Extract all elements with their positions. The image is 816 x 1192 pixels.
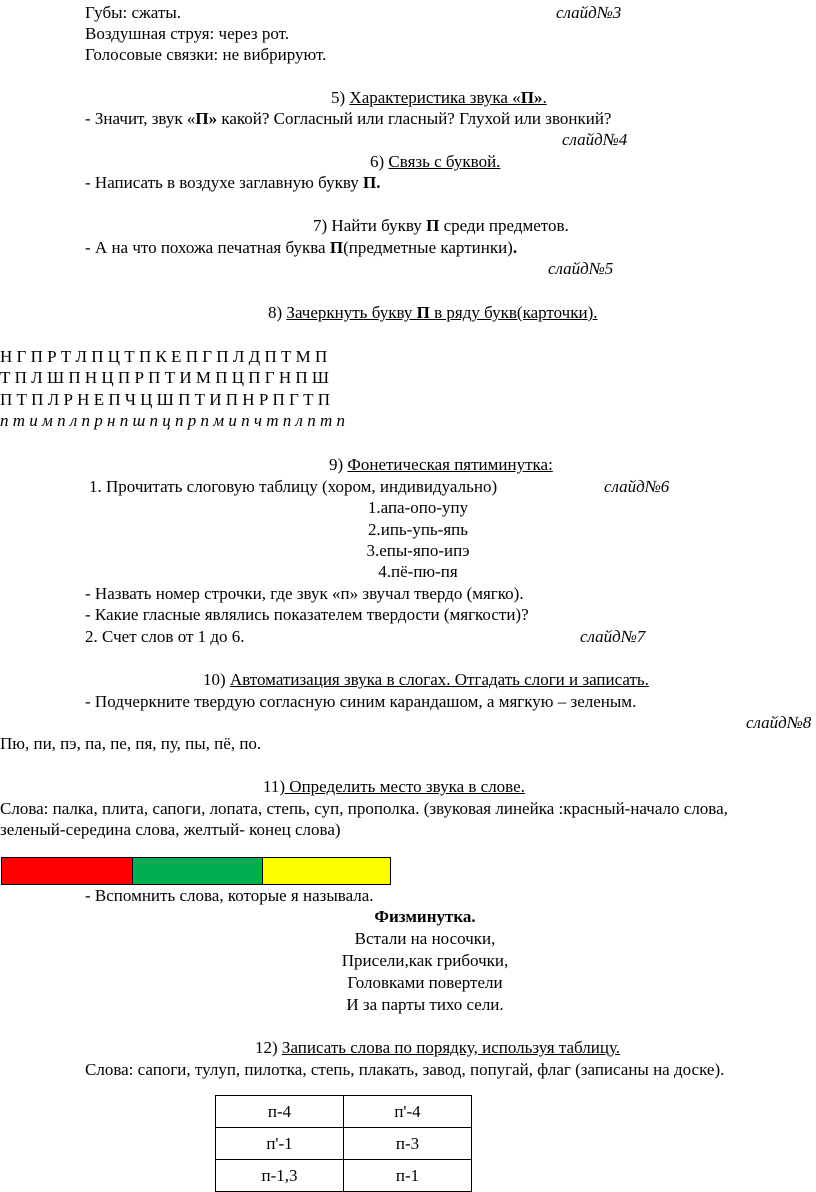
section-8-heading <box>268 303 598 323</box>
section-number: 8) <box>268 303 287 322</box>
title-part: Зачеркнуть букву <box>286 303 417 322</box>
syllable-row-1: 1.апа-опо-упу <box>367 498 469 517</box>
text-part: 7) Найти букву <box>313 216 427 235</box>
table-cell: п-3 <box>344 1128 472 1160</box>
lips-line: Губы: сжаты. <box>85 3 181 22</box>
slide-label-4: слайд№4 <box>562 130 628 149</box>
section-number: 9) <box>329 455 348 474</box>
section-title: ) Определить место звука в слове. <box>279 777 525 796</box>
recall-line: - Вспомнить слова, которые я называла. <box>85 886 374 905</box>
letter-row-3: П Т П Л Р Н Е П Ч Ц Ш П Т И П Н Р П Г Т П <box>0 390 331 409</box>
sound-ruler-yellow <box>262 857 391 885</box>
table-cell: п'-1 <box>216 1128 344 1160</box>
title-part: Характеристика звука « <box>349 88 521 107</box>
section-9-item-1: 1. Прочитать слоговую таблицу (хором, индивидуально) <box>89 477 498 496</box>
title-part: . <box>542 88 547 107</box>
section-number: 10) <box>203 670 230 689</box>
table-cell: п-1,3 <box>216 1160 344 1192</box>
section-5-question <box>85 109 611 129</box>
syllable-list: Пю, пи, пэ, па, пе, пя, пу, пы, пё, по. <box>0 734 262 753</box>
section-9-item-2: 2. Счет слов от 1 до 6. <box>85 627 245 646</box>
section-10-heading <box>203 670 649 690</box>
poem-line-4: И за парты тихо сели. <box>346 995 504 1014</box>
table-cell: п-1 <box>344 1160 472 1192</box>
voice-line: Голосовые связки: не вибрируют. <box>85 45 327 64</box>
sound-ruler-green <box>132 857 263 885</box>
section-6-line <box>85 173 381 193</box>
text-part: - А на что похожа печатная буква <box>85 238 330 257</box>
fizminutka-title: Физминутка. <box>374 907 476 926</box>
table-cell: п'-4 <box>344 1096 472 1128</box>
section-5-heading <box>331 88 547 108</box>
sound-ruler-red <box>1 857 133 885</box>
section-6-heading <box>370 152 500 172</box>
poem-line-2: Присели,как грибочки, <box>341 951 509 970</box>
text-part: - Написать в воздухе заглавную букву <box>85 173 364 192</box>
text-bold: . <box>512 238 518 257</box>
section-11-words-1: Слова: палка, плита, сапоги, лопата, степь, суп, прополка. (звуковая линейка :красный-начало слова, <box>0 799 728 818</box>
slide-label-3: слайд№3 <box>556 3 622 22</box>
table-row <box>216 1096 472 1128</box>
section-11-words-2: зеленый-середина слова, желтый- конец слова) <box>0 820 341 839</box>
poem-line-1: Встали на носочки, <box>354 929 496 948</box>
text-part: какой? Согласный или гласный? Глухой или звонкий? <box>217 109 612 128</box>
section-title: Фонетическая пятиминутка: <box>347 455 553 474</box>
text-bold: П <box>426 216 440 235</box>
text-bold: П. <box>363 173 381 192</box>
letter-row-2: Т П Л Ш П Н Ц П Р П Т И М П Ц П Г Н П Ш <box>0 368 330 387</box>
slide-label-5: слайд№5 <box>548 259 614 278</box>
text-part: - Значит, звук « <box>85 109 196 128</box>
table-row <box>216 1160 472 1192</box>
section-title: Записать слова по порядку, используя таблицу. <box>281 1038 620 1057</box>
syllable-row-4: 4.пё-пю-пя <box>378 562 458 581</box>
section-9-question-2: - Какие гласные являлись показателем твердости (мягкости)? <box>85 605 529 624</box>
table-cell: п-4 <box>216 1096 344 1128</box>
title-part: в ряду букв(карточки). <box>429 303 598 322</box>
syllable-row-2: 2.ипь-упь-япь <box>367 520 469 539</box>
air-line: Воздушная струя: через рот. <box>85 24 290 43</box>
syllable-row-3: 3.епы-япо-ипэ <box>366 541 470 560</box>
section-9-heading <box>329 455 553 475</box>
section-number: 11 <box>263 777 280 796</box>
section-12-words: Слова: сапоги, тулуп, пилотка, степь, плакать, завод, попугай, флаг (записаны на доске). <box>85 1060 725 1079</box>
letter-row-4: п т и м п л п р н п ш п ц п р п м и п ч т п л п т п <box>0 411 345 430</box>
text-bold: П» <box>195 109 218 128</box>
poem-line-3: Головками повертели <box>347 973 503 992</box>
title-bold: П <box>416 303 430 322</box>
section-number: 5) <box>331 88 350 107</box>
text-part: среди предметов. <box>439 216 569 235</box>
text-part: (предметные картинки) <box>343 238 513 257</box>
section-title: Связь с буквой. <box>388 152 501 171</box>
section-title <box>349 88 546 107</box>
section-11-heading <box>263 777 525 797</box>
text-bold: П <box>329 238 344 257</box>
section-title <box>286 303 597 322</box>
section-10-line: - Подчеркните твердую согласную синим карандашом, а мягкую – зеленым. <box>85 692 637 711</box>
slide-label-8: слайд№8 <box>746 713 812 732</box>
letter-row-1: Н Г П Р Т Л П Ц Т П К Е П Г П Л Д П Т М П <box>0 347 328 366</box>
section-title: Автоматизация звука в слогах. Отгадать слоги и записать. <box>229 670 649 689</box>
section-number: 6) <box>370 152 389 171</box>
order-table <box>215 1095 472 1192</box>
section-7-heading <box>313 216 569 236</box>
slide-label-6: слайд№6 <box>604 477 670 496</box>
section-number: 12) <box>255 1038 282 1057</box>
title-bold: П» <box>520 88 543 107</box>
section-9-question-1: - Назвать номер строчки, где звук «п» звучал твердо (мягко). <box>85 584 524 603</box>
section-12-heading <box>255 1038 620 1058</box>
slide-label-7: слайд№7 <box>580 627 646 646</box>
table-row <box>216 1128 472 1160</box>
section-7-line <box>85 238 517 258</box>
